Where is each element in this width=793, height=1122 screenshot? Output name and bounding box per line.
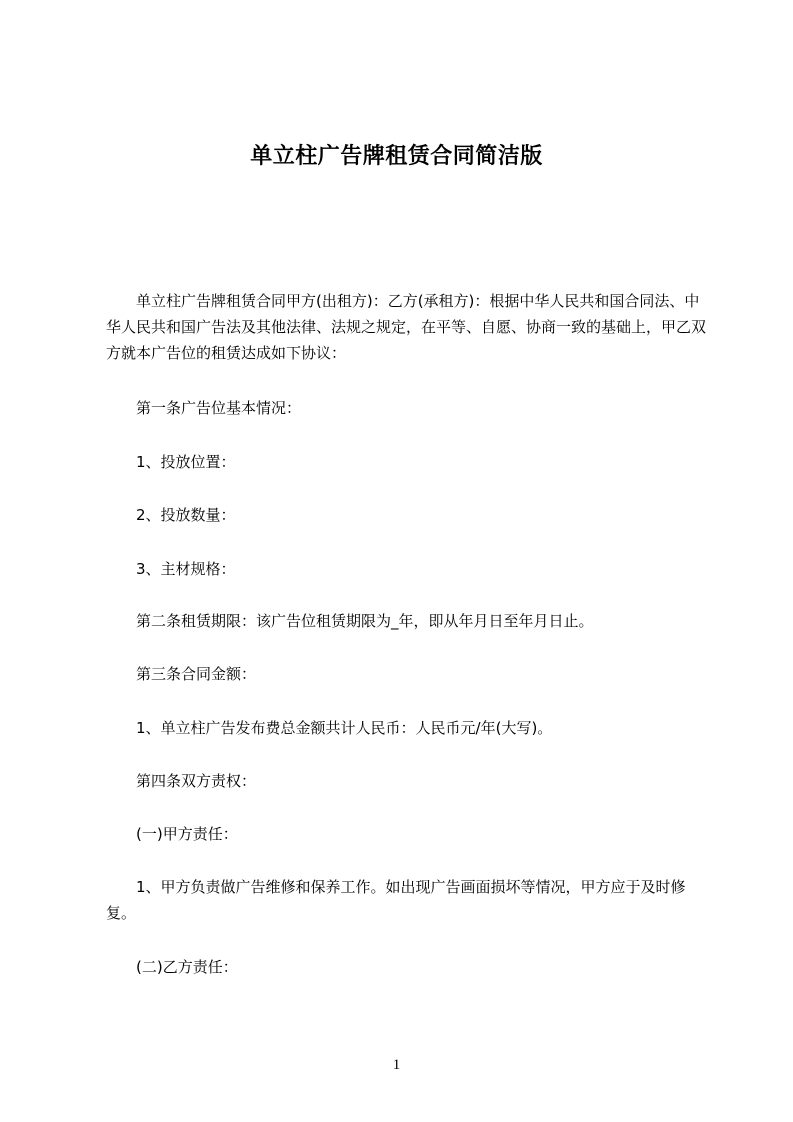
article-2-paragraph: 第二条租赁期限：该广告位租赁期限为_年，即从年月日至年月日止。: [136, 612, 594, 630]
article-4-heading: 第四条双方责权：: [136, 772, 257, 790]
article-1-item-3: 3、主材规格：: [136, 560, 236, 578]
article-1-item-2: 2、投放数量：: [136, 506, 236, 524]
party-a-item-1: 1、甲方负责做广告维修和保养工作。如出现广告画面损坏等情况，甲方应于及时修复。: [106, 878, 686, 922]
article-3-item-1: 1、单立柱广告发布费总金额共计人民币：人民币元/年(大写)。: [136, 719, 553, 737]
document-title: 单立柱广告牌租赁合同简洁版: [250, 144, 543, 169]
article-1-heading: 第一条广告位基本情况：: [136, 399, 302, 417]
intro-paragraph: 单立柱广告牌租赁合同甲方(出租方)：乙方(承租方)：根据中华人民共和国合同法、中华人民共和国广告法及其他法律、法规之规定，在平等、自愿、协商一致的基础上，甲乙双方就本广告位的租赁达成如下协议：: [106, 292, 707, 362]
page-number: 1: [392, 1057, 401, 1073]
party-a-heading: (一)甲方责任：: [136, 825, 238, 843]
article-1-item-1: 1、投放位置：: [136, 453, 236, 471]
article-3-heading: 第三条合同金额：: [136, 665, 257, 683]
party-b-heading: (二)乙方责任：: [136, 958, 238, 976]
